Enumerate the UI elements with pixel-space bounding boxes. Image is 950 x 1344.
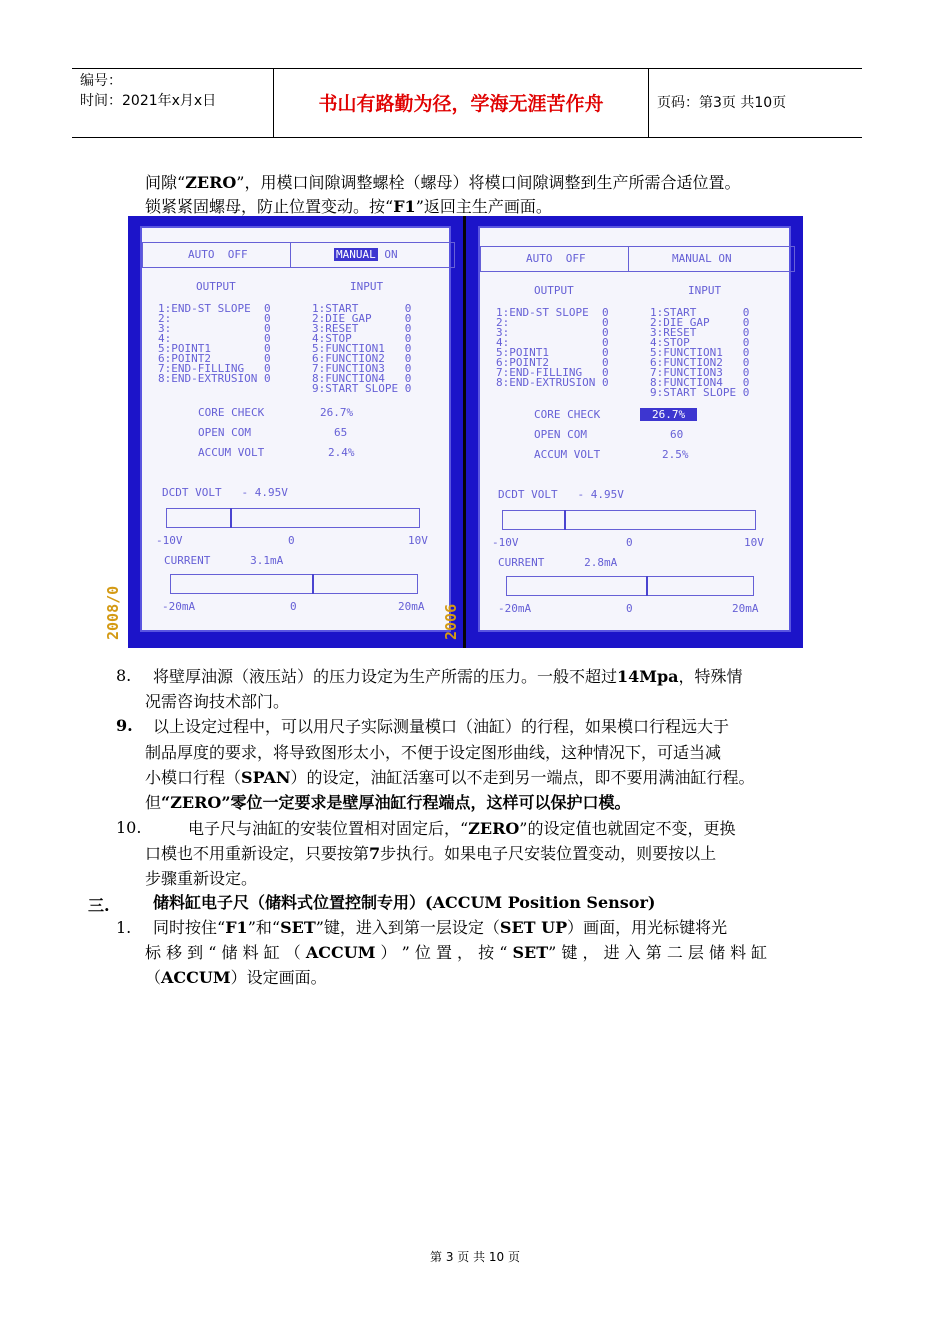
core-check-highlight: 26.7% xyxy=(640,408,697,421)
scale-min: -10V xyxy=(492,536,519,549)
output-heading: OUTPUT xyxy=(196,280,236,293)
text: ”的设定值也就固定不变，更换 xyxy=(519,819,736,838)
item-10-line-2 xyxy=(145,841,716,866)
header-page-label: 页码：第3页 共10页 xyxy=(657,95,787,111)
manual-state: ON xyxy=(384,248,398,261)
current-bar xyxy=(506,576,754,596)
text-bold: ACCUM xyxy=(305,943,376,962)
core-check-value: 26.7% xyxy=(320,406,354,419)
input-heading: INPUT xyxy=(350,280,384,293)
section-title: 储料缸电子尺（储料式位置控制专用）(ACCUM Position Sensor) xyxy=(153,893,656,912)
text-bold: 7 xyxy=(369,844,381,863)
scale-min: -10V xyxy=(156,534,183,547)
open-com-label: OPEN COM xyxy=(198,426,251,439)
item-10-line-3: 步骤重新设定。 xyxy=(145,869,258,888)
scale-max: 20mA xyxy=(732,602,759,615)
photo-date-stamp: 2006 xyxy=(442,603,460,640)
text-bold: SPAN xyxy=(241,768,291,787)
intro-line-1 xyxy=(145,170,740,195)
text-bold: ZERO xyxy=(468,819,520,838)
current-bar xyxy=(170,574,418,594)
page-header xyxy=(72,68,862,138)
text: 锁紧紧固螺母，防止位置变动。按“ xyxy=(145,197,394,216)
open-com-value: 65 xyxy=(334,426,348,439)
mode-divider xyxy=(290,242,291,267)
text: ”，用模口间隙调整螺栓（螺母）将模口间隙调整到生产所需合适位置。 xyxy=(236,173,741,192)
scale-min: -20mA xyxy=(498,602,532,615)
accum-volt-value: 2.4% xyxy=(328,446,355,459)
page-footer: 第 3 页 共 10 页 xyxy=(430,1250,520,1264)
text: ） ” 位 置 ， 按 “ xyxy=(375,943,513,962)
auto-status: AUTO OFF xyxy=(188,248,248,261)
dcdt-volt: DCDT VOLT - 4.95V xyxy=(498,488,624,501)
mode-divider xyxy=(628,246,629,271)
step-1-line-1 xyxy=(153,915,727,940)
scale-mid: 0 xyxy=(626,602,633,615)
accum-volt-label: ACCUM VOLT xyxy=(198,446,265,459)
scale-mid: 0 xyxy=(626,536,633,549)
dcdt-bar-indicator xyxy=(564,510,566,530)
text: ”返回主生产画面。 xyxy=(415,197,552,216)
text: ，特殊情 xyxy=(678,667,743,686)
auto-status: AUTO OFF xyxy=(526,252,586,265)
controller-screens-photo xyxy=(104,216,803,648)
scale-max: 20mA xyxy=(398,600,425,613)
input-list: 1:START 0 2:DIE GAP 0 3:RESET 0 4:STOP 0 5:FUNCTION1 0 6:FUNCTION2 0 7:FUNCTION3 0 8:FUNCTION4 0 9:START SLOPE 0 xyxy=(650,306,750,399)
item-number: 10. xyxy=(116,818,142,837)
item-number: 9. xyxy=(116,716,133,735)
lcd-display xyxy=(140,226,451,632)
item-9-line-4 xyxy=(145,790,631,815)
text: 标 移 到 “ 储 料 缸 （ xyxy=(145,943,306,962)
text: 间隙“ xyxy=(145,173,186,192)
current-bar-indicator xyxy=(646,576,648,596)
text: 口模也不用重新设定，只要按第 xyxy=(145,844,370,863)
item-number: 1. xyxy=(116,918,132,937)
item-8-line-2: 况需咨询技术部门。 xyxy=(145,692,290,711)
dcdt-volt: DCDT VOLT - 4.95V xyxy=(162,486,288,499)
input-list: 1:START 0 2:DIE GAP 0 3:RESET 0 4:STOP 0 5:FUNCTION1 0 6:FUNCTION2 0 7:FUNCTION3 0 8:FUNCTION4 0 9:START SLOPE 0 xyxy=(312,302,412,395)
text: 同时按住“ xyxy=(153,918,226,937)
text: ）的设定，油缸活塞可以不走到另一端点，即不要用满油缸行程。 xyxy=(290,768,755,787)
text-bold: ACCUM xyxy=(161,968,231,987)
doc-date-label: 时间：2021年x月x日 xyxy=(80,93,217,109)
scale-mid: 0 xyxy=(290,600,297,613)
text: ”键，进入到第一层设定（ xyxy=(315,918,500,937)
text: ” 键 ， 进 入 第 二 层 储 料 缸 xyxy=(548,943,768,962)
text-bold: 14Mpa xyxy=(617,667,679,686)
text: ”和“ xyxy=(247,918,281,937)
item-9-line-1: 以上设定过程中，可以用尺子实际测量模口（油缸）的行程，如果模口行程远大于 xyxy=(153,717,730,736)
dcdt-bar xyxy=(166,508,420,528)
text-bold: SET xyxy=(280,918,316,937)
item-number: 8. xyxy=(116,666,132,685)
text-bold: “ZERO”零位一定要求是壁厚油缸行程端点，这样可以保护口模。 xyxy=(161,793,631,812)
scale-max: 10V xyxy=(408,534,428,547)
text: 电子尺与油缸的安装位置相对固定后，“ xyxy=(188,819,469,838)
current-readout: CURRENT 2.8mA xyxy=(498,556,618,569)
accum-volt-value: 2.5% xyxy=(662,448,689,461)
accum-volt-label: ACCUM VOLT xyxy=(534,448,601,461)
text-bold: F1 xyxy=(225,918,248,937)
core-check-value xyxy=(640,410,697,420)
step-1-line-2 xyxy=(145,940,767,965)
section-number: 三. xyxy=(88,896,110,915)
output-heading: OUTPUT xyxy=(534,284,574,297)
controller-screen-1 xyxy=(104,216,463,648)
dcdt-bar xyxy=(502,510,756,530)
output-list: 1:END-ST SLOPE 0 2: 0 3: 0 4: 0 5:POINT1 0 6:POINT2 0 7:END-FILLING 0 8:END-EXTRUSION 0 xyxy=(158,302,271,385)
text: ）设定画面。 xyxy=(230,968,327,987)
header-divider xyxy=(648,69,649,137)
output-list: 1:END-ST SLOPE 0 2: 0 3: 0 4: 0 5:POINT1 0 6:POINT2 0 7:END-FILLING 0 8:END-EXTRUSION 0 xyxy=(496,306,609,389)
item-9-line-3 xyxy=(145,765,755,790)
current-bar-indicator xyxy=(312,574,314,594)
doc-code-label: 编号： xyxy=(80,73,122,89)
header-motto: 书山有路勤为径，学海无涯苦作舟 xyxy=(318,93,604,115)
item-8-line-1 xyxy=(153,664,743,689)
photo-date-stamp: 2008/0 xyxy=(104,585,122,640)
manual-label: MANUAL xyxy=(336,248,376,261)
step-1-line-3 xyxy=(145,965,327,990)
manual-status xyxy=(334,250,398,260)
input-heading: INPUT xyxy=(688,284,722,297)
text-bold: SET xyxy=(512,943,549,962)
open-com-label: OPEN COM xyxy=(534,428,587,441)
controller-screen-2 xyxy=(442,216,803,648)
text: 将壁厚油源（液压站）的压力设定为生产所需的压力。一般不超过 xyxy=(153,667,618,686)
item-10-line-1 xyxy=(188,816,735,841)
core-check-label: CORE CHECK xyxy=(534,408,601,421)
lcd-display xyxy=(478,226,791,632)
current-readout: CURRENT 3.1mA xyxy=(164,554,284,567)
text: 但 xyxy=(145,793,162,812)
text: （ xyxy=(145,968,162,987)
header-left-cell xyxy=(80,71,270,111)
scale-max: 10V xyxy=(744,536,764,549)
text: ）画面，用光标键将光 xyxy=(567,918,728,937)
open-com-value: 60 xyxy=(670,428,684,441)
text-bold: SET UP xyxy=(499,918,568,937)
text-bold: ZERO xyxy=(185,173,237,192)
scale-min: -20mA xyxy=(162,600,196,613)
dcdt-bar-indicator xyxy=(230,508,232,528)
item-9-line-2: 制品厚度的要求，将导致图形太小，不便于设定图形曲线，这种情况下，可适当减 xyxy=(145,743,722,762)
scale-mid: 0 xyxy=(288,534,295,547)
manual-status xyxy=(672,254,732,264)
core-check-label: CORE CHECK xyxy=(198,406,265,419)
manual-state: ON xyxy=(718,252,732,265)
text: 步执行。如果电子尺安装位置变动，则要按以上 xyxy=(380,844,717,863)
manual-label: MANUAL xyxy=(672,252,712,265)
text: 小模口行程（ xyxy=(145,768,242,787)
text-bold: F1 xyxy=(393,197,416,216)
